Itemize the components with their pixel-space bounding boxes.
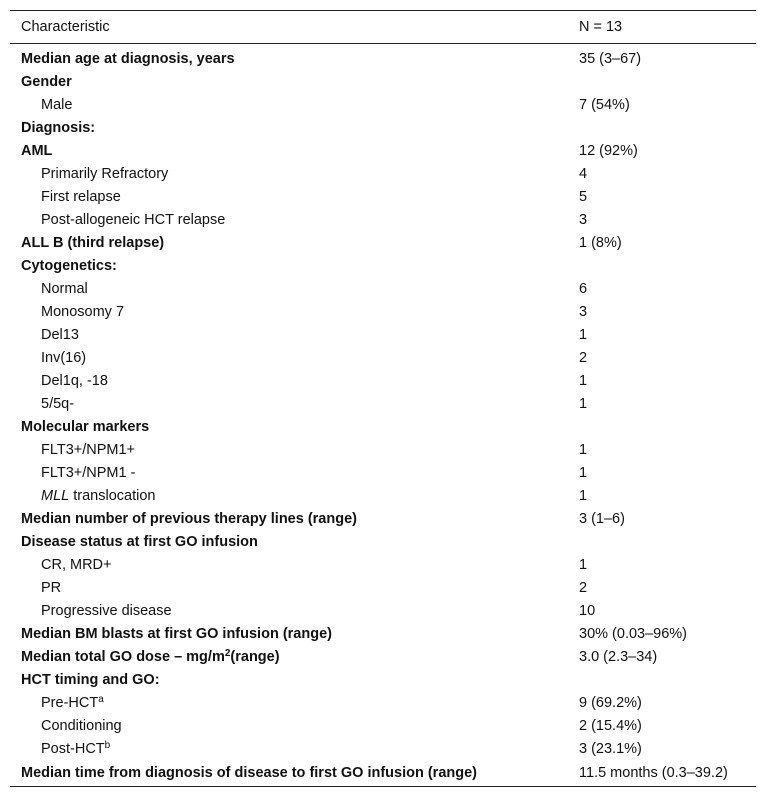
table-row [10, 369, 756, 392]
mll-gene-label: MLL [41, 487, 70, 504]
table-row [10, 185, 756, 208]
row-label: CR, MRD+ [41, 556, 112, 573]
table-row [10, 44, 756, 71]
characteristics-table-container [10, 10, 756, 787]
row-value: 5 [579, 188, 588, 205]
table-row [10, 507, 756, 530]
row-value: 12 (92%) [579, 142, 638, 159]
table-row [10, 622, 756, 645]
row-label: Del1q, -18 [41, 372, 108, 389]
table-row [10, 461, 756, 484]
header-characteristic: Characteristic [10, 11, 568, 44]
row-label: Normal [41, 280, 88, 297]
table-row [10, 231, 756, 254]
table-row [10, 162, 756, 185]
row-value: 3 [579, 211, 588, 228]
row-label: ALL B (third relapse) [21, 234, 165, 251]
table-row [10, 392, 756, 415]
table-row [10, 208, 756, 231]
row-label: Post-allogeneic HCT relapse [41, 211, 226, 228]
row-label: First relapse [41, 188, 121, 205]
table-row [10, 300, 756, 323]
row-label: Median time from diagnosis of disease to first GO infusion (range) [10, 760, 568, 787]
table-row [10, 691, 756, 714]
row-label-mll [10, 484, 568, 507]
row-value: 6 [579, 280, 588, 297]
section-label: Gender [21, 73, 72, 90]
table-row [10, 599, 756, 622]
section-label: Diagnosis: [21, 119, 96, 136]
go-dose-superscript: 2 [224, 647, 231, 659]
row-value: 4 [579, 165, 588, 182]
row-label: Del13 [41, 326, 79, 343]
row-value: 1 [579, 441, 588, 458]
row-label: Inv(16) [41, 349, 87, 366]
section-label: HCT timing and GO: [21, 671, 160, 688]
section-label: Cytogenetics: [21, 257, 117, 274]
row-value: 1 [579, 487, 588, 504]
row-value: 30% (0.03–96%) [579, 625, 688, 642]
go-dose-label: Median total GO dose – mg/m [21, 648, 225, 665]
footnote-b: b [104, 739, 111, 751]
row-label: Median BM blasts at first GO infusion (range) [21, 625, 332, 642]
row-label: Progressive disease [41, 602, 172, 619]
mll-label-rest: translocation [69, 487, 156, 504]
row-label: Monosomy 7 [41, 303, 125, 320]
go-dose-range: (range) [230, 648, 280, 665]
characteristics-table [10, 10, 756, 787]
table-row [10, 576, 756, 599]
table-row [10, 139, 756, 162]
row-value: 1 [579, 464, 588, 481]
row-value: 3.0 (2.3–34) [579, 648, 658, 665]
section-label: Molecular markers [21, 418, 150, 435]
table-row [10, 93, 756, 116]
table-header-row [10, 11, 756, 44]
row-value: 1 [579, 395, 588, 412]
row-label: Male [41, 96, 73, 113]
row-value: 2 [579, 579, 588, 596]
row-label-pre-hct [10, 691, 568, 714]
table-row [10, 116, 756, 139]
row-value: 1 (8%) [579, 234, 622, 251]
table-row [10, 645, 756, 668]
table-row [10, 254, 756, 277]
row-value: 9 (69.2%) [579, 694, 642, 711]
table-row [10, 484, 756, 507]
row-value: 7 (54%) [579, 96, 630, 113]
footnote-a: a [98, 693, 104, 705]
row-value: 3 (1–6) [579, 510, 625, 527]
row-value: 3 [579, 303, 588, 320]
row-value: 35 (3–67) [579, 50, 642, 67]
table-row [10, 760, 756, 787]
table-row [10, 323, 756, 346]
row-label: AML [21, 142, 53, 159]
header-n: N = 13 [568, 11, 756, 44]
section-label: Disease status at first GO infusion [21, 533, 258, 550]
row-value: 11.5 months (0.3–39.2) [568, 760, 756, 787]
row-value: 10 [579, 602, 596, 619]
row-label: Primarily Refractory [41, 165, 169, 182]
row-label: Median age at diagnosis, years [21, 50, 235, 67]
table-row [10, 553, 756, 576]
table-row [10, 346, 756, 369]
post-hct-label: Post-HCT [41, 740, 105, 757]
table-row [10, 530, 756, 553]
row-value: 1 [579, 326, 588, 343]
table-row [10, 277, 756, 300]
table-row [10, 415, 756, 438]
row-label: FLT3+/NPM1 - [41, 464, 136, 481]
row-label: Conditioning [41, 717, 122, 734]
row-label: PR [41, 579, 62, 596]
row-value: 3 (23.1%) [579, 740, 642, 757]
table-row [10, 714, 756, 737]
row-value: 2 [579, 349, 588, 366]
row-label: FLT3+/NPM1+ [41, 441, 136, 458]
row-label-go-dose [10, 645, 568, 668]
table-row [10, 70, 756, 93]
table-row [10, 737, 756, 760]
row-value: 1 [579, 556, 588, 573]
table-row [10, 438, 756, 461]
row-label: Median number of previous therapy lines (range) [21, 510, 357, 527]
row-value: 2 (15.4%) [579, 717, 642, 734]
row-label: 5/5q- [41, 395, 75, 412]
pre-hct-label: Pre-HCT [41, 694, 99, 711]
row-label-post-hct [10, 737, 568, 760]
table-row [10, 668, 756, 691]
row-value: 1 [579, 372, 588, 389]
